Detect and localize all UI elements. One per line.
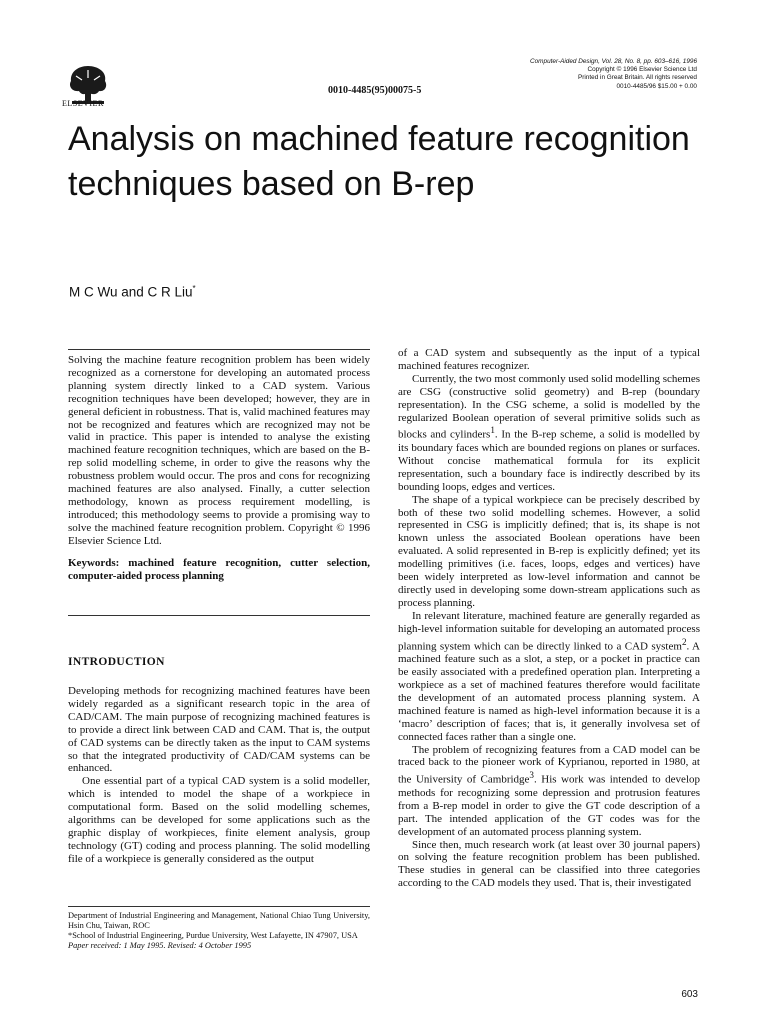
publisher-name: ELSEVIER [62, 99, 104, 108]
right-paragraph-5-text-a: The problem of recognizing features from a CAD model can be traced back to the pioneer work of Kyprianou, reported in 1980, at the University of Cambridge [398, 743, 700, 786]
journal-citation: Computer-Aided Design, Vol. 28, No. 8, pp. 603–616, 1996 [530, 58, 697, 65]
intro-paragraph-2: One essential part of a typical CAD system is a solid modeller, which is intended to model the shape of a workpiece in computational form. Based on the solid modelling schemes, algorithms can be developed for some applications such as the graphic display of workpieces, finite element analysis, group technology (GT) coding and process planning. The solid modelling file of a workpiece is generally considered as the output [68, 775, 370, 865]
price-line: 0010-4485/96 $15.00 + 0.00 [616, 82, 697, 90]
abstract-text: Solving the machine feature recognition problem has been widely recognized as a cornerstone for developing an automated process planning system directly linked to a CAD system. Various recognition techniques have been developed; however, they are in general deficient in robustness. That is, valid machined features may not be recognized and features which are recognized may not be valid in practice. This paper is intended to analyse the existing machined feature recognition techniques, which are based on the B-rep solid modelling scheme, in order to give the reasons why the robustness problem would occur. The pros and cons for recognizing machined features are also analysed. Finally, a cutter selection methodology, known as process requirement modelling, is introduced; this methodology seems to provide a promising way to solve the machined feature recognition problem. Copyright © 1996 Elsevier Science Ltd. [68, 354, 370, 547]
copyright-line: Copyright © 1996 Elsevier Science Ltd [587, 66, 697, 74]
reference-1[interactable]: 1 [490, 425, 495, 436]
document-code: 0010-4485(95)00075-5 [328, 85, 422, 96]
footnote-rule [68, 906, 370, 907]
intro-paragraph-1: Developing methods for recognizing machined features have been widely regarded as a significant research topic in the area of CAD/CAM. The main purpose of recognizing machined features is to provide a direct link between CAD and CAM. That is, the output of CAD systems can be directly taken as the input to CAM systems so that the integrated productivity of CAD/CAM systems can be enhanced. [68, 685, 370, 775]
paper-title: Analysis on machined feature recognition techniques based on B-rep [68, 120, 690, 203]
reference-3[interactable]: 3 [529, 770, 534, 781]
abstract-bottom-rule [68, 615, 370, 616]
keywords-list: machined feature recognition, cutter selection, computer-aided process planning [68, 556, 370, 582]
journal-info [530, 58, 697, 91]
affiliation-2: *School of Industrial Engineering, Purdue University, West Lafayette, IN 47907, USA [68, 931, 358, 940]
section-heading-introduction: INTRODUCTION [68, 656, 165, 668]
page-number: 603 [681, 989, 698, 1000]
right-paragraph-6: Since then, much research work (at least over 30 journal papers) on solving the feature recognition problem has been published. These studies in general can be classified into three categories according to the CAD models they used. That is, their investigated [398, 838, 700, 890]
right-paragraph-2-text-b: . In the B-rep scheme, a solid is modelled by its boundary faces which are bounded regions on planes or surfaces. Without concise mathematical formula for its explicit representation, such a boundary face is indirectly described by its bounding loops, edges and vertices. [398, 429, 700, 493]
right-paragraph-4-text-b: . A machined feature such as a slot, a step, or a pocket in practice can be easily associated with a predefined operation plan. Interpreting a workpiece as a set of machined features therefore would facilitate the development of an automated process planning system. A machined feature is named as high-level information because it is a ‘macro’ description of faces; that is, it generally involvesa set of connected faces rather than a single one. [398, 640, 701, 743]
right-paragraph-2-text-a: Currently, the two most commonly used solid modelling schemes are CSG (constructive solid geometry) and B-rep (boundary representation). In the CSG scheme, a solid is modelled by the regularized Boolean operation of several primitive solids such as blocks and cylinders [398, 372, 701, 442]
keywords [68, 557, 370, 583]
keywords-label: Keywords: [68, 556, 120, 569]
abstract-top-rule [68, 349, 370, 350]
abstract-block [68, 354, 370, 582]
right-paragraph-2 [398, 373, 700, 494]
introduction-body [68, 685, 370, 866]
right-paragraph-1: of a CAD system and subsequently as the input of a typical machined features recognizer. [398, 347, 700, 372]
right-column-body [398, 347, 700, 890]
reference-2[interactable]: 2 [681, 636, 687, 647]
right-paragraph-4 [398, 610, 700, 744]
authors: M C Wu and C R Liu [69, 284, 193, 300]
affiliation-1: Department of Industrial Engineering and Management, National Chiao Tung University, Hsin Chu, Taiwan, ROC [68, 911, 370, 930]
right-paragraph-5 [398, 744, 700, 839]
printed-line: Printed in Great Britain. All rights reserved [578, 74, 697, 82]
author-line [69, 284, 196, 300]
right-paragraph-4-text-a: In relevant literature, machined feature are generally regarded as high-level information suitable for developing an automated process planning system which can be directly linked to a CAD system [398, 609, 700, 653]
received-dates: Paper received: 1 May 1995. Revised: 4 October 1995 [68, 941, 252, 950]
right-paragraph-3: The shape of a typical workpiece can be precisely described by both of these two solid modelling schemes. However, a solid represented in CSG is implicitly defined; that is, its shape is not known unless the associated Boolean operations have been evaluated. A solid represented in B-rep is explicitly defined; yet its modelling primitives (i.e. faces, loops, edges and vertices) have been widely interpreted as low-level information and cannot be directly used in developing some down-stream applications such as process planning. [398, 493, 700, 609]
affiliation-footnote [68, 911, 370, 951]
author-footnote-mark: * [192, 284, 196, 293]
right-paragraph-5-text-b: . His work was intended to develop methods for recognizing some depression and protrusion features from a B-rep model in order to give the GT code description of a part. The intended application of the GT codes was for the development of an automated process planning system. [398, 773, 700, 838]
